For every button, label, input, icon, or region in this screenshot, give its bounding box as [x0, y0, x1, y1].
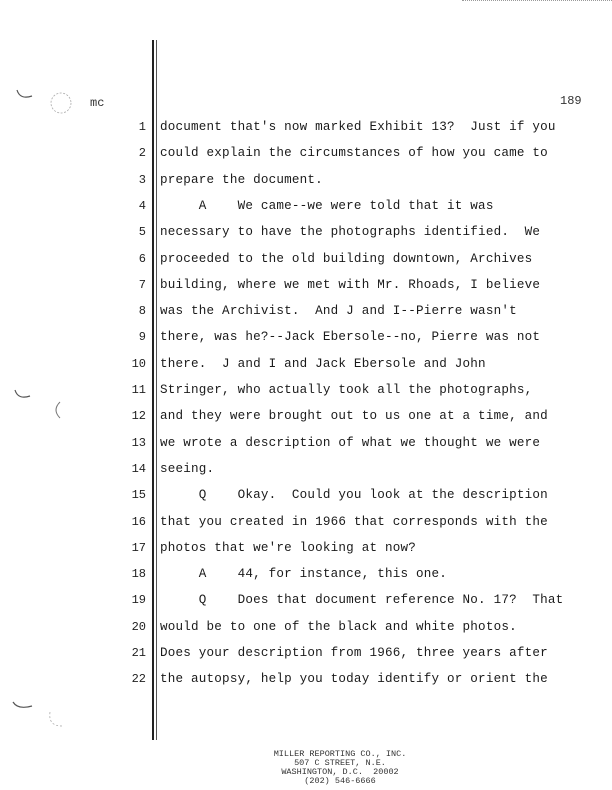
line-number: 2 [138, 146, 146, 161]
transcript-line [0, 564, 612, 590]
line-text: Q Okay. Could you look at the description [160, 488, 548, 503]
line-text: there. J and I and Jack Ebersole and John [160, 356, 486, 371]
transcript-line [0, 196, 612, 222]
line-number: 1 [138, 120, 146, 134]
transcript-line [0, 643, 612, 669]
transcript-line [0, 275, 612, 301]
line-text: that you created in 1966 that corresponds with the [160, 514, 548, 529]
line-number: 6 [138, 251, 146, 266]
line-text: could explain the circumstances of how you came to [160, 146, 548, 161]
footer-city: WASHINGTON, D.C. 20002 [281, 767, 399, 777]
reporter-initials: mc [90, 96, 105, 110]
line-number: 22 [131, 672, 146, 687]
line-text: A 44, for instance, this one. [160, 567, 448, 582]
transcript-line [0, 459, 612, 485]
line-text: document that's now marked Exhibit 13? Just if you [160, 120, 556, 134]
line-text: we wrote a description of what we thought we were [160, 435, 541, 450]
transcript-line [0, 380, 612, 406]
line-number: 12 [131, 409, 146, 424]
line-text: building, where we met with Mr. Rhoads, I believe [160, 277, 541, 292]
transcript-line [0, 143, 612, 169]
line-text: necessary to have the photographs identified. We [160, 225, 541, 240]
line-text: and they were brought out to us one at a time, and [160, 409, 548, 424]
scan-edge-mark [462, 0, 612, 5]
footer-street: 507 C STREET, N.E. [294, 758, 386, 768]
line-text: was the Archivist. And J and I--Pierre wasn't [160, 304, 517, 319]
line-number: 18 [131, 567, 146, 582]
page-number: 189 [560, 94, 582, 108]
line-text: would be to one of the black and white photos. [160, 619, 517, 634]
line-number: 3 [138, 172, 146, 187]
line-text: Stringer, who actually took all the photographs, [160, 383, 533, 397]
line-number: 17 [131, 540, 146, 555]
line-number: 8 [138, 304, 146, 319]
punch-hole-top-icon [14, 86, 78, 118]
footer-phone: (202) 546-6666 [304, 776, 376, 786]
transcript-line [0, 117, 612, 143]
transcript-line [0, 170, 612, 196]
line-number: 13 [131, 435, 146, 450]
line-text: proceeded to the old building downtown, Archives [160, 251, 533, 266]
transcript-line [0, 538, 612, 564]
reporter-footer [240, 750, 440, 786]
transcript-line [0, 354, 612, 380]
transcript-line [0, 327, 612, 353]
transcript-line [0, 617, 612, 643]
line-number: 11 [131, 383, 146, 397]
line-text: Q Does that document reference No. 17? That [160, 593, 564, 608]
line-number: 9 [138, 330, 146, 345]
line-number: 19 [131, 593, 146, 608]
line-number: 4 [138, 198, 146, 213]
line-text: the autopsy, help you today identify or orient the [160, 672, 548, 687]
transcript-line [0, 485, 612, 511]
transcript-line [0, 249, 612, 275]
line-number: 7 [138, 277, 146, 292]
line-text: prepare the document. [160, 172, 323, 187]
line-number: 14 [131, 461, 146, 476]
transcript-line [0, 406, 612, 432]
transcript-line [0, 590, 612, 616]
transcript-line [0, 512, 612, 538]
line-text: Does your description from 1966, three years after [160, 646, 548, 660]
line-text: there, was he?--Jack Ebersole--no, Pierre was not [160, 330, 541, 345]
line-text: photos that we're looking at now? [160, 540, 416, 555]
line-text: seeing. [160, 461, 215, 476]
transcript-line [0, 433, 612, 459]
line-text: A We came--we were told that it was [160, 198, 494, 213]
transcript-line [0, 669, 612, 695]
line-number: 5 [138, 225, 146, 240]
transcript-line [0, 301, 612, 327]
transcript-line [0, 222, 612, 248]
line-number: 10 [131, 356, 146, 371]
footer-company: MILLER REPORTING CO., INC. [273, 749, 407, 759]
line-number: 15 [131, 488, 146, 503]
line-number: 20 [131, 619, 146, 634]
line-number: 21 [131, 646, 146, 660]
line-number: 16 [131, 514, 146, 529]
punch-hole-bottom-icon [10, 696, 74, 736]
